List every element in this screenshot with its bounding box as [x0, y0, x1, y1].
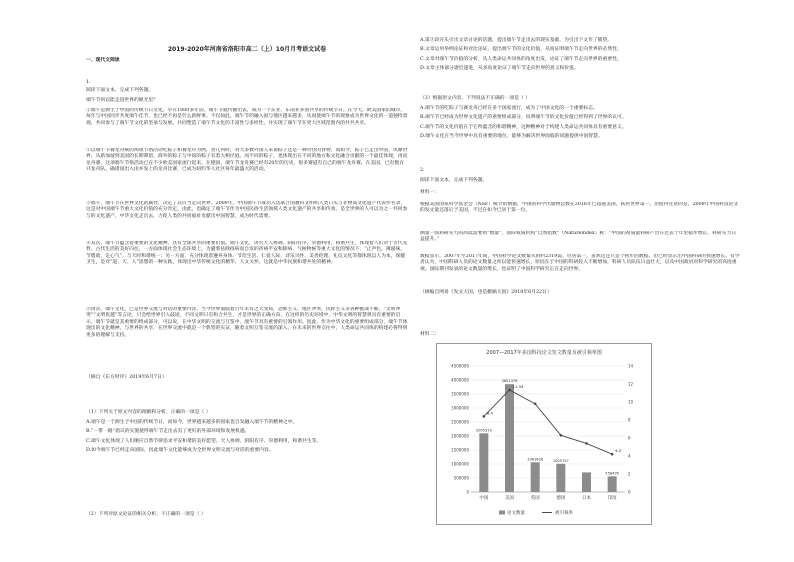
- y2-tick-label: 8: [628, 417, 631, 423]
- bar-data-label: 3851376: [501, 379, 518, 384]
- paragraph: 测量一国科研实力的高低需要看“数量”，国际权威机构“自然指数”（Natureindex）称：“中国的高质量科研产出在过去十年里稳步增长，科研实力日益提升。”: [420, 231, 737, 243]
- bar: [608, 476, 617, 492]
- y2-tick-label: 2: [628, 471, 631, 477]
- bar: [582, 472, 591, 492]
- material-1-body: [420, 202, 740, 296]
- y2-tick-label: 0: [628, 489, 631, 495]
- option-c[interactable]: C.端午文化体现了人们顺应自然节律追求平安和谐的美好愿望，天人协调、阴阳有序、崇德利用，和谐共生等。: [86, 438, 322, 444]
- y-tick-label: 3000000: [451, 405, 469, 411]
- x-tick-label: 中国: [479, 496, 489, 501]
- x-tick-label: 日本: [582, 496, 591, 501]
- bar-data-label: 1061626: [527, 457, 544, 462]
- paragraph: 根据美国国家科学基金会（NSF）统计的数据，中国的科学出版物总数在2016年已超越美国，跃居世界第一。但值得注意的是，2008年中国科技论文的发文量还落后于美国，不过在如今已居于第一位。: [420, 202, 739, 214]
- x-tick-label: 印度: [607, 496, 617, 501]
- options-3: [420, 106, 740, 141]
- question-number: 2.: [420, 168, 425, 173]
- y-tick-label: 1000000: [451, 461, 469, 467]
- option-d[interactable]: D.文章主体部分逐层递进，从多角度论证了端午节走向世界的意义和价值。: [420, 66, 579, 72]
- paragraph: 数据显示，2007年至2017年间，中国科学论文数量从由约2319篇，位居第一，虽然这还只是个初步的数据，但已经显示出中国科研的快速增长。有学者认为，中国科研人员的论文数量之所以能快速增长，原因在于中国的科研投入不断增加，科研人员队伍日益壮大，以及中国政府对科学研究的高度重视。国际期刊发表的论文数量的增长，也证明了中国科学研究正在走向世界。: [420, 254, 740, 272]
- legend-label: 被引频率: [555, 511, 573, 516]
- bar: [556, 464, 565, 492]
- x-tick-label: 英国: [530, 496, 540, 501]
- y-tick-label: 2500000: [451, 419, 469, 425]
- x-tick-label: 美国: [505, 496, 514, 501]
- bar: [505, 384, 514, 492]
- line-point: [508, 389, 511, 392]
- question-number: 1.: [86, 80, 91, 85]
- material-1-label: 材料一：: [420, 190, 440, 195]
- chart-title: 2007—2017年多国科技论文发文数量及被引频率图: [486, 350, 602, 356]
- option-c[interactable]: C.端午节的文化价值在于它所蕴含的和谐精神，这种精神对于构建人类命运共同体具有重要意义。: [420, 124, 627, 130]
- x-tick-label: 德国: [556, 496, 566, 501]
- line-data-label: 4.2: [615, 448, 622, 454]
- line-point: [534, 403, 537, 406]
- paragraph: ③端午，端午节在世界文化的属性，决定了其应当走向世界。2009年，中国端午节成功入选联合国教科文组织人类口头与非物质文化遗产代表作名录，这是对中国端午节重大文化价值的充分肯定。由此，也确定了端午节作为中国民俗生活领域人类文化遗产的共享和传承，是全世界的人可以为之一共同参与的文化遗产，中华文化走出去，力促人类的共同福祉贡献出中国智慧，成为时代需要。: [86, 201, 408, 219]
- line-point: [483, 415, 486, 418]
- option-d[interactable]: D.端午文化在当今世界中具有重要的地位，能够为解决世界面临的问题提供中国智慧。: [420, 134, 603, 140]
- instruction: 阅读下面文本，完成下列各题。: [420, 178, 488, 183]
- bar-data-label: 558495: [605, 471, 620, 476]
- paragraph: ②以端午节赛龙舟统的两项节俗活动吃粽子和赛龙舟为例，曾几何时，对大多数外国人来说粽子还是一种奇怪的食物，而如今，粽子已走出中国，风靡世界，从新加坡到美国的长期滞留，海外的粽子与中国的粽子有着大相径庭。而不同的粽子，也体现出在不同的地方和文化融合贡献的一个最佳体现，再说龙舟赛，这项端午节俗活动已在不少欧美国家流行起来。在德国，端午节龙舟赛已经有20年的历史，很多赛道有自己的端午龙舟赛。在美国，已有数百只龙舟队，确诸国出入由并发上的龙舟比赛，已成为纽约华人社区每年最盛大的活动。: [86, 148, 408, 173]
- option-b[interactable]: B.端午节已经成为世界文化遗产的重要组成部分，说明端午节的文化价值已经得到了世界的认可。: [420, 115, 627, 121]
- line-point: [560, 434, 563, 437]
- article-title: 端午节何以能走进世界的眼光里？: [86, 98, 158, 103]
- y2-tick-label: 4: [628, 453, 631, 459]
- y2-tick-label: 12: [628, 381, 634, 387]
- y-tick-label: 1500000: [451, 447, 469, 453]
- line-data-label: 11.34: [512, 383, 524, 389]
- y-tick-label: 3500000: [451, 391, 469, 397]
- paragraph: ④其次，端午节蕴含着重要的文化精神，具有全球共享的重要价值。端午文化，讲究天人协调、阴阳有序、崇德利用、和谐共生，体现着人们对于古代先哲、古代生活的美好向往，一方面体现社会生态环境上，为避邪祛除疫病而自发的祈祷平安和除病、气候物候等重大文化的情况下，“止声色，薄滋味，节嗜欲，定心气”，与天时和谐统一；另一方面，充分体现着遵养身体、节俭生活、仁爱人际、诗乐兴怀、美善伦理、礼仪文化等都体现以人为本，保健卫生，是对“道、天、人”思想的一种实践，体现出中华传统文化的精华，人文关怀，这就是中华民族和谐共处的精神。: [86, 241, 408, 266]
- bar: [531, 462, 540, 492]
- instruction: 阅读下面文本，完成下列各题。: [86, 88, 154, 93]
- option-d[interactable]: D.如今端午节已经走向国际，因此端午文化能够成为全世界文明交流与对话的重要内容。: [86, 448, 274, 454]
- option-b[interactable]: B.文章运用举例论证和对比论证，提出端午节的文化价值，从而证明端午节走向世界的必然性。: [420, 47, 622, 53]
- option-c[interactable]: C.文章对端午节价值的分析，从人类命运共同体的角度出发，论证了端午节走向世界的重要性。: [420, 56, 622, 62]
- paragraph: ⑤再次，端午文化，已是世界交流与对话的重要内容，当今世界面临着百年未有之大变局，恐怖主义、地区冲突、民粹主义等各种挑战不断，“文明冲突”“文明优越”等言论，只会给世界引入歧途，不同文明只有和合共生，才是世界的正确方向，在这样的历史环境中，中华文明的智慧将具有重要的启示，端午节就是其重要的组成部分，可以说，在中华文明的交流与互鉴中，端午节具有重要的引领作用。因此，作为中华文化的重要组成部分，端午节体现出的文化精神，与世界的共享，在世界交流中就是一个典型的实证，随着文明互鉴交流的深入，在未来的世界交往中，人类命运共同体的构建必将得到更多的理解与支持。: [86, 307, 408, 338]
- source-note: （摘编自网易《发文大国，也是撤稿大国》2018年6月22日）: [420, 290, 552, 295]
- sub-question-2: （2）下列对原文论证的相关分析，不正确的一项是（ ）: [86, 512, 206, 517]
- source-note: （摘自《东方时评》2019年6月7日）: [86, 375, 167, 380]
- options-1: [86, 420, 408, 455]
- y-tick-label: 4000000: [451, 377, 469, 383]
- bar-data-label: 1005757: [552, 458, 569, 463]
- bar-line-chart: [437, 344, 651, 524]
- option-b[interactable]: B.“一带一路”倡议的实施使得端午节走出去有了更好的外部环境和发展机遇。: [86, 429, 250, 435]
- sub-question-3: （3）根据原文内容，下列说法不正确的一项是（ ）: [420, 96, 531, 101]
- material-2-label: 材料二：: [420, 332, 440, 337]
- line-data-label: 8.4: [486, 410, 493, 416]
- paragraph: ①端午是源生于中国的传统节日文化，早在1000多年前，端午节就传播出去，成为一个东亚、东南亚多国共享的传统节日。在今天，欧美国家的城市，每年与中国同步共度端午佳节，也已经不再是什么新鲜事。不仅如此，端午节的融入国与地区越来越多，从而使端午节的现象成为世界文化的一道独特景观，共同参与了端午节文化的坚承与发展。共同塑造了端午节文化的丰富性与多样性，并实现了端午节在更大区域范围内的共共共享。: [86, 108, 408, 126]
- section-heading: 一、现代文阅读: [86, 58, 120, 63]
- option-a[interactable]: A.第③段开头引出文章讨论的话题，提出端午节走出去的现实基础，为引出下文作了铺垫。: [420, 38, 613, 43]
- y-tick-label: 2000000: [451, 433, 469, 439]
- bar: [479, 433, 488, 492]
- sub-question-1: （1）下列关于原文内容的理解和分析，正确的一项是（ ）: [86, 410, 211, 415]
- line-point: [585, 442, 588, 445]
- line-point: [611, 453, 614, 456]
- option-a[interactable]: A.端午是一个源生于中国的传统节日，而如今，世界越来越多的国家也自发融入端午节的精神之中。: [86, 420, 298, 425]
- legend-label: 论文数量: [507, 511, 525, 516]
- chart-frame: [436, 343, 652, 525]
- y2-tick-label: 6: [628, 435, 631, 441]
- bar-data-label: 2095373: [475, 428, 492, 433]
- y-tick-label: 4500000: [451, 363, 469, 369]
- exam-title: 2019-2020年河南省洛阳市高二（上）10月月考语文试卷: [167, 46, 327, 53]
- y-tick-label: 500000: [453, 475, 469, 481]
- options-2: [420, 38, 740, 73]
- article-body: [86, 108, 408, 381]
- option-a[interactable]: A.端午节的吃粽子与赛龙舟已经在多个国家流行，成为了中国文化的一个重要标志。: [420, 106, 598, 111]
- legend-swatch-bar: [499, 511, 505, 515]
- y-tick-label: 0: [466, 489, 469, 495]
- y2-tick-label: 10: [628, 399, 634, 405]
- y2-tick-label: 14: [628, 363, 634, 369]
